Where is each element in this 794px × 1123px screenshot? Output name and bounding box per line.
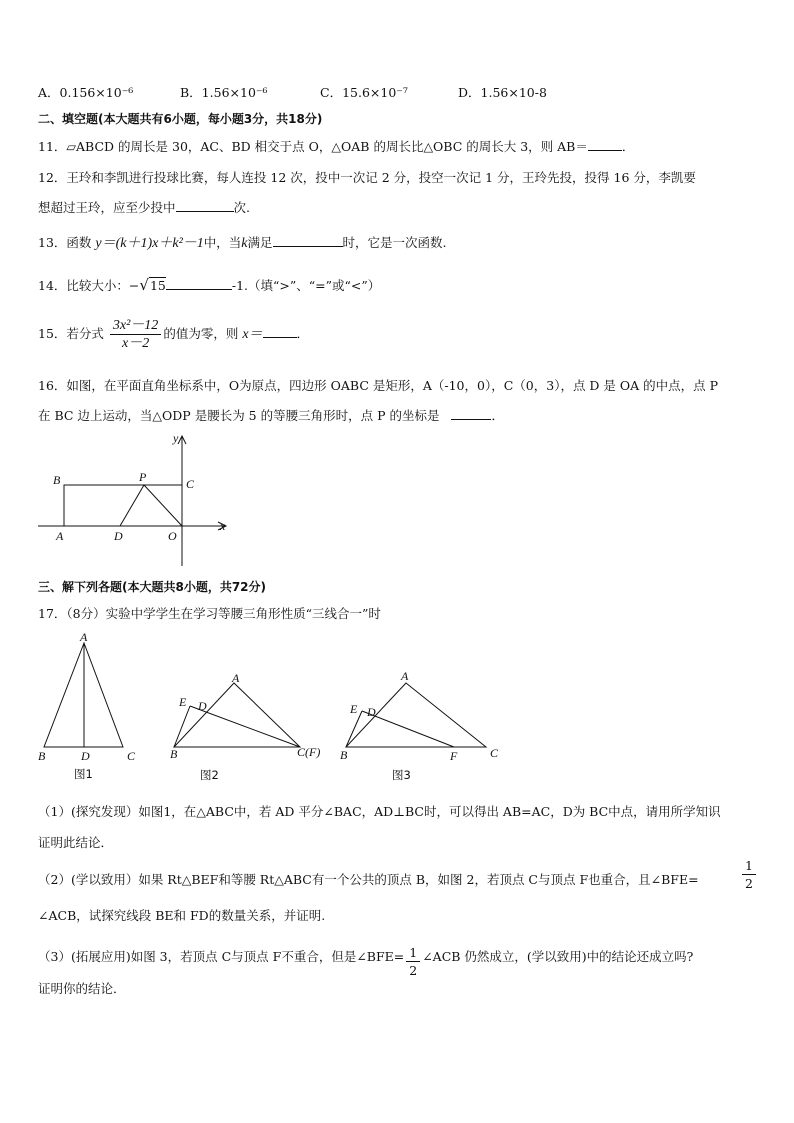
fig3-label-e: E: [350, 702, 358, 716]
fraction-denominator: 2: [409, 963, 418, 978]
q17-part3-end: ∠ACB 仍然成立，(学以致用)中的结论还成立吗?: [422, 949, 694, 964]
q12-end: 次.: [233, 200, 250, 215]
fraction-numerator: 1: [742, 857, 756, 875]
fig3-label-b: B: [340, 748, 348, 762]
label-d: D: [114, 529, 123, 543]
label-p: P: [139, 470, 147, 484]
label-o: O: [168, 529, 177, 543]
triangle-abc: [174, 683, 300, 747]
question-17-intro: 17．（8分）实验中学学生在学习等腰三角形性质“三线合一”时: [38, 606, 381, 621]
q16-end: ．: [491, 408, 504, 423]
q15-numerator: 3x²－12: [110, 317, 161, 335]
segment-ef: [362, 711, 454, 747]
q13-mid2: 满足: [247, 235, 273, 250]
option-a: A．0.156×10⁻⁶: [38, 85, 134, 100]
q11-blank: [588, 138, 622, 151]
label-c: C: [186, 477, 195, 491]
q15-variable: x＝: [242, 327, 263, 342]
q17-part1-line2: 证明此结论．: [38, 835, 114, 850]
q13-formula: y＝(k＋1)x＋k²－1: [95, 236, 204, 251]
fig1-label-a: A: [80, 630, 88, 644]
q17-part3-line1: [38, 944, 693, 979]
fig3-label-c: C: [490, 746, 499, 760]
q14-start: 14．比较大小：−: [38, 278, 140, 293]
q13-start: 13．函数: [38, 235, 92, 250]
q16-figure: [30, 428, 240, 568]
q15-end: ．: [296, 326, 310, 341]
figure-3: [334, 664, 514, 786]
q17-part3-start: （3）(拓展应用)如图 3，若顶点 C与顶点 F不重合，但是∠BFE=: [38, 949, 405, 964]
section3-heading: 三、解下列各题(本大题共8小题，共72分): [38, 580, 267, 594]
question-13: [38, 232, 447, 252]
fig2-label-a: A: [232, 671, 240, 685]
q15-fraction: [110, 317, 161, 352]
label-a: A: [56, 529, 64, 543]
question-16-line1: 16．如图，在平面直角坐标系中，O为原点，四边形 OABC 是矩形，A（-10，0），C（0，3），点 D 是 OA 的中点，点 P: [38, 378, 719, 393]
label-x: x: [220, 519, 226, 533]
option-b: B．1.56×10⁻⁶: [180, 85, 268, 100]
fig2-label-b: B: [170, 747, 178, 761]
q12-text: 想超过王玲，应至少投中: [38, 200, 176, 215]
q17-part3-line2: 证明你的结论．: [38, 981, 126, 996]
segment-be: [346, 711, 362, 747]
label-y: y: [173, 431, 179, 445]
segment-be: [174, 706, 190, 747]
fig1-label-d: D: [81, 749, 90, 763]
fig2-caption: 图2: [200, 768, 219, 782]
fig3-label-f: F: [450, 749, 458, 763]
triangle-odp: [120, 485, 182, 526]
fraction-numerator: 1: [406, 944, 420, 962]
q15-start: 15．若分式: [38, 326, 104, 341]
option-c: C．15.6×10⁻⁷: [320, 85, 408, 100]
q17-part2-line1: （2）(学以致用）如果 Rt△BEF和等腰 Rt△ABC有一个公共的顶点 B，如图 2，若顶点 C与顶点 F也重合，且∠BFE=: [38, 872, 699, 887]
question-15: [38, 317, 309, 352]
rectangle-oabc: [64, 485, 182, 526]
fig1-caption: 图1: [74, 767, 93, 781]
q15-denominator: x－2: [121, 336, 150, 351]
fraction-denominator: 2: [745, 876, 753, 891]
q13-mid: 中，当: [203, 235, 242, 250]
q14-radicand: 15: [149, 278, 166, 293]
option-d: D．1.56×10-8: [458, 85, 547, 100]
q13-k: k: [241, 236, 248, 251]
section2-heading: 二、填空题(本大题共有6小题，每小题3分，共18分): [38, 112, 323, 126]
question-11: [38, 137, 634, 155]
q17-part3-fraction: [406, 944, 420, 979]
q14-end: -1.（填“>”、“=”或“<”）: [231, 278, 381, 293]
question-16-line2: [38, 406, 504, 424]
q16-text: 在 BC 边上运动，当△ODP 是腰长为 5 的等腰三角形时，点 P 的坐标是: [38, 408, 440, 423]
q16-blank: [451, 407, 491, 420]
q17-part1-line1: （1）(探究发现）如图1，在△ABC中，若 AD 平分∠BAC，AD⊥BC时，可以得出 AB=AC，D为 BC中点，请用所学知识: [38, 804, 721, 819]
fig3-caption: 图3: [392, 768, 411, 782]
q17-part2-line2: ∠ACB，试探究线段 BE和 FD的数量关系，并证明.: [38, 908, 326, 923]
fig2-label-e: E: [179, 695, 187, 709]
q15-mid: 的值为零，则: [163, 326, 239, 341]
fig1-label-c: C: [127, 749, 136, 763]
question-14: [38, 276, 380, 294]
figure-1: [34, 630, 144, 785]
figure-2: [162, 666, 342, 786]
q12-blank: [176, 199, 234, 212]
radical-sign: √: [139, 276, 149, 294]
q11-end: ．: [621, 139, 635, 154]
q11-text: 11．▱ABCD 的周长是 30，AC、BD 相交于点 O，△OAB 的周长比△OBC 的周长大 3，则 AB＝: [38, 139, 588, 154]
q14-blank: [166, 277, 232, 290]
question-12-line2: [38, 198, 250, 216]
question-12-line1: 12．王玲和李凯进行投球比赛，每人连投 12 次，投中一次记 2 分，投空一次记 1 分，王玲先投，投得 16 分，李凯要: [38, 170, 696, 185]
fig3-label-a: A: [401, 669, 409, 683]
q10-options: [38, 83, 547, 101]
q13-blank: [273, 234, 343, 247]
q15-blank: [263, 325, 297, 338]
fig2-label-d: D: [198, 699, 207, 713]
fig1-label-b: B: [38, 749, 46, 763]
q17-part2-fraction: [742, 857, 756, 892]
q13-end: 时，它是一次函数.: [342, 235, 447, 250]
fig2-label-cf: C(F): [297, 745, 321, 759]
fig3-label-d: D: [367, 705, 376, 719]
label-b: B: [53, 473, 61, 487]
